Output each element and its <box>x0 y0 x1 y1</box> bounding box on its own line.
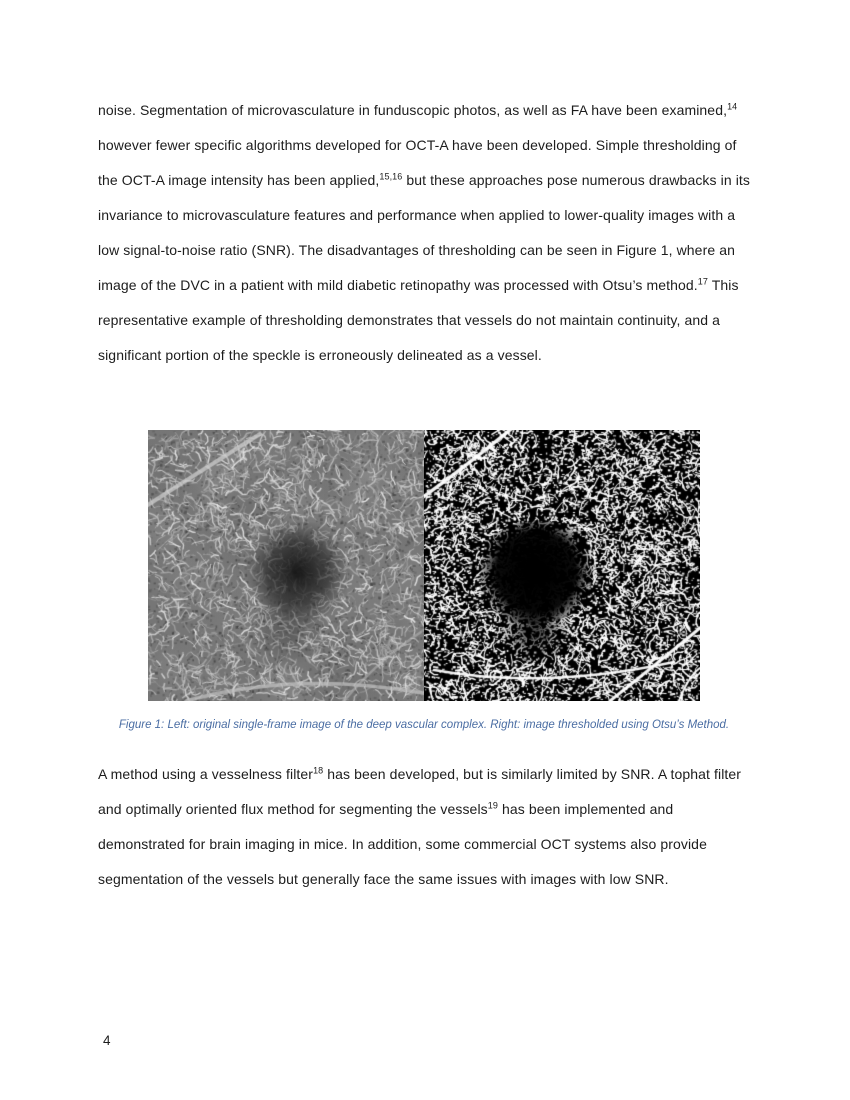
figure-right-otsu-thresholded-image <box>424 430 700 701</box>
page-number: 4 <box>103 1033 111 1048</box>
figure-left-original-dvc-image <box>148 430 424 701</box>
paragraph-methods: A method using a vesselness filter$^{18}$ has been developed, but is similarly limited by SNR. A tophat filter and optimally oriented flux method for segmenting the vessels$^{19}$ has been implemented and demonstrated for brain imaging in mice. In addition, some commercial OCT systems also provide segmentation of the vessels but generally face the same issues with images with low SNR. <box>98 765 742 887</box>
figure-1-image-pair <box>148 430 700 701</box>
paragraph-intro: noise. Segmentation of microvasculature in funduscopic photos, as well as FA have been examined,$^{14}$ however fewer specific algorithms developed for OCT-A have been developed. Simple thresholding of the OCT-A image intensity has been applied,$^{15,16}$ but these approaches pose numerous drawbacks in its invariance to microvasculature features and performance when applied to lower-quality images with a low signal-to-noise ratio (SNR). The disadvantages of thresholding can be seen in Figure 1, where an image of the DVC in a patient with mild diabetic retinopathy was processed with Otsu’s method.$^{17}$ This representative example of thresholding demonstrates that vessels do not maintain continuity, and a significant portion of the speckle is erroneously delineated as a vessel. <box>98 101 751 363</box>
figure-1-caption: Figure 1: Left: original single-frame image of the deep vascular complex. Right: image thresholded using Otsu’s Method. <box>118 719 730 731</box>
figure-1 <box>118 430 730 732</box>
